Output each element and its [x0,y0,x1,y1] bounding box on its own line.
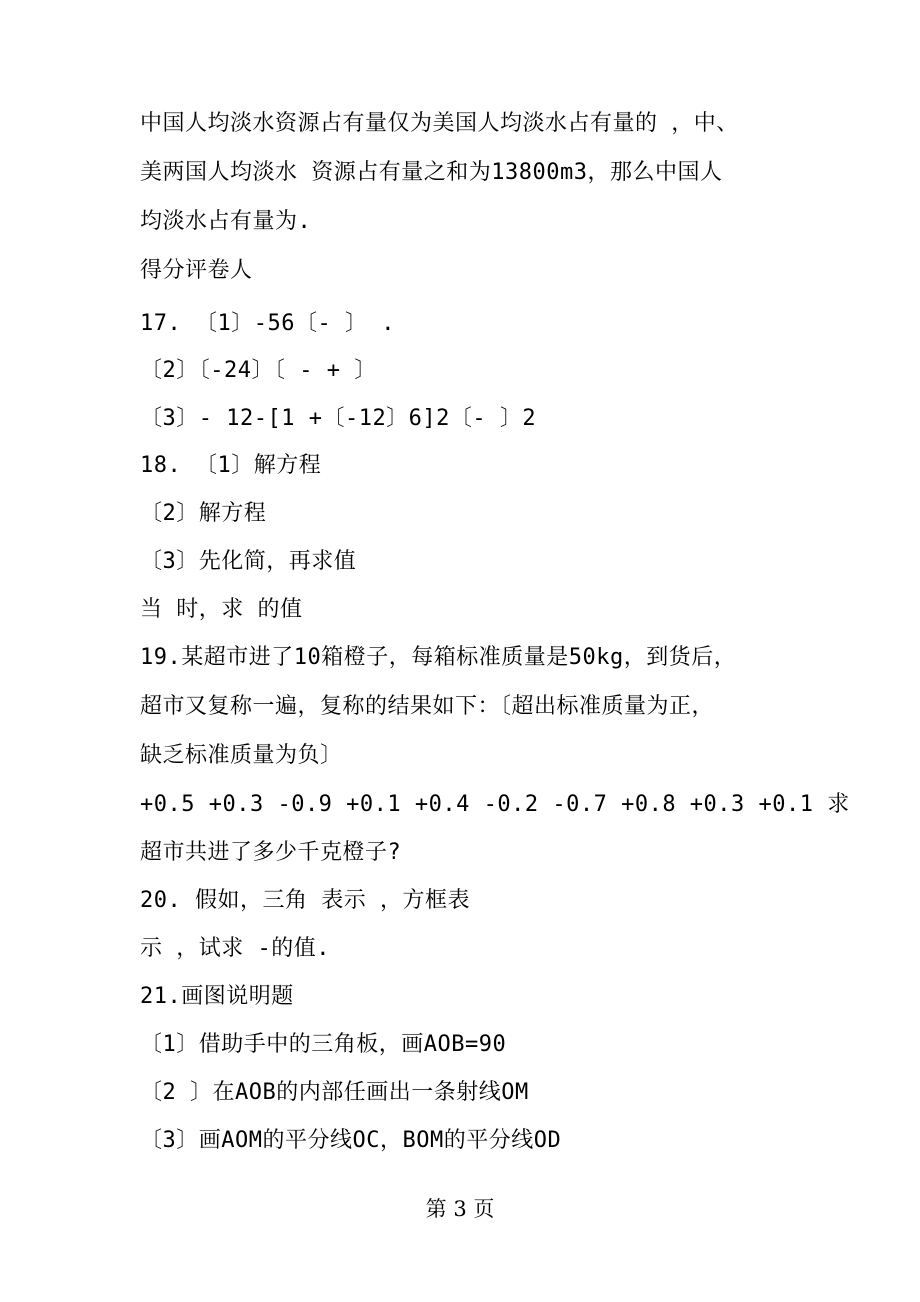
text-line: 21.画图说明题 [140,984,294,1009]
text-line: 均淡水占有量为. [140,209,312,234]
text-line: 〔2〕〔-24〕〔 - + 〕 [140,358,377,383]
text-line: 得分评卷人 [140,258,253,283]
text-line: 〔1〕借助手中的三角板，画AOB=90 [140,1032,507,1057]
text-line: 〔3〕画AOM的平分线OC，BOM的平分线OD [140,1128,562,1153]
text-line: 超市共进了多少千克橙子? [140,840,402,865]
text-line: 〔2〕解方程 [140,501,267,526]
text-line: 18. 〔1〕解方程 [140,453,322,478]
text-line: 美两国人均淡水 资源占有量之和为13800m3，那么中国人 [140,160,723,185]
text-line: 〔3〕- 12-[1 +〔-12〕6]2〔- 〕2 [140,406,537,431]
text-line: 17. 〔1〕-56〔- 〕 . [140,311,395,336]
text-line: +0.5 +0.3 -0.9 +0.1 +0.4 -0.2 -0.7 +0.8 +0.3 +0.1 求 [140,792,850,817]
text-line: 〔2 〕在AOB的内部任画出一条射线OM [140,1080,529,1105]
text-line: 示 ，试求 -的值. [140,936,330,961]
text-line: 缺乏标准质量为负〕 [140,743,343,768]
text-line: 超市又复称一遍，复称的结果如下：〔超出标准质量为正， [140,694,715,719]
text-line: 19.某超市进了10箱橙子，每箱标准质量是50kg，到货后， [140,645,737,670]
text-line: 当 时，求 的值 [140,597,303,622]
document-body [140,111,850,1153]
text-line: 20. 假如，三角 表示 ，方框表 [140,888,470,913]
text-line: 中国人均淡水资源占有量仅为美国人均淡水占有量的 ，中、 [140,111,739,136]
page-number-footer: 第 3 页 [425,1197,495,1221]
text-line: 〔3〕先化简，再求值 [140,549,357,574]
